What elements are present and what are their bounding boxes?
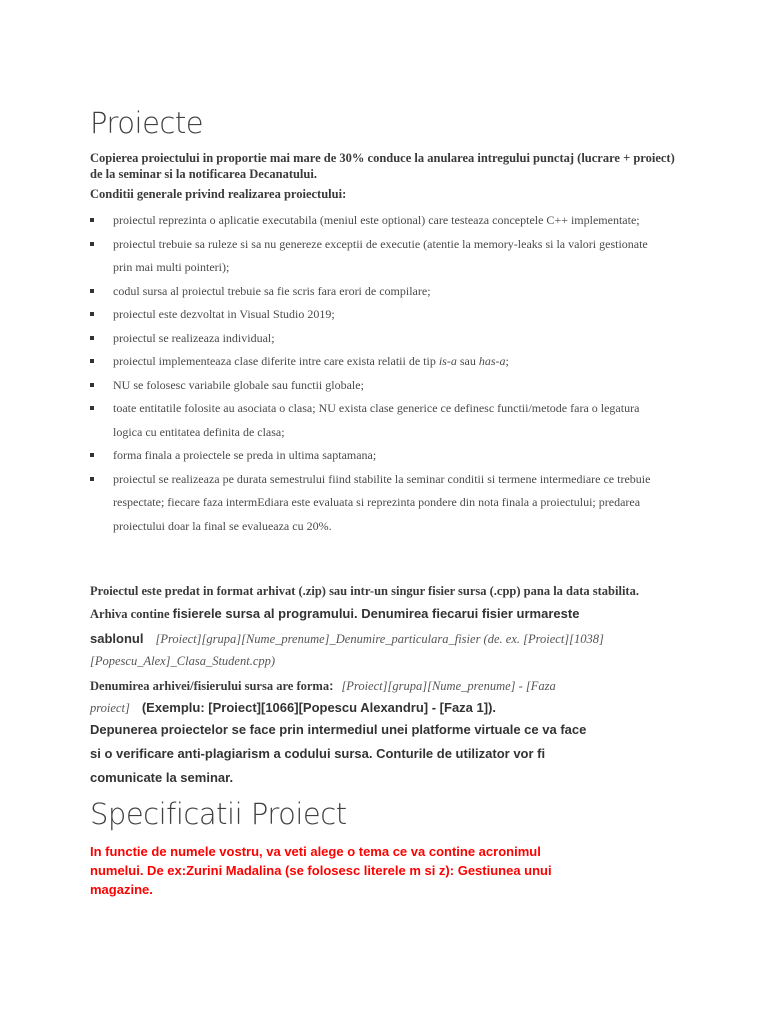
list-item: proiectul reprezinta o aplicatie executabila (meniul este optional) care testeaza conceptele C++ implementate; — [90, 209, 660, 233]
delivery-line-6: proiect] (Exemplu: [Proiect][1066][Popescu Alexandru] - [Faza 1]). — [90, 700, 497, 715]
bullet-icon — [90, 312, 94, 316]
conditions-title: Conditii generale privind realizarea proiectului: — [90, 187, 347, 201]
bullet-icon — [90, 383, 94, 387]
delivery-line-5: Denumirea arhivei/fisierului sursa are forma: [Proiect][grupa][Nume_prenume] - [Faza — [90, 678, 556, 693]
bullet-icon — [90, 218, 94, 222]
section-title-specificatii: Specificatii Proiect — [90, 797, 347, 831]
delivery-line-2: Arhiva contine fisierele sursa al programului. Denumirea fiecarui fisier urmareste — [90, 606, 580, 621]
delivery-line-1: Proiectul este predat in format arhivat (.zip) sau intr-un singur fisier sursa (.cpp) pana la data stabilita. — [90, 584, 639, 598]
bullet-icon — [90, 289, 94, 293]
spec-line-1: In functie de numele vostru, va veti alege o tema ce va contine acronimul — [90, 844, 541, 859]
bullet-icon — [90, 453, 94, 457]
bullet-icon — [90, 359, 94, 363]
intro-paragraph: Copierea proiectului in proportie mai mare de 30% conduce la anularea intregului punctaj (lucrare + proiect) de la seminar si la notificarea Decanatului. — [90, 151, 675, 181]
list-item: proiectul se realizeaza pe durata semestrului fiind stabilite la seminar conditii si termene intermediare ce trebuie respectate; fiecare faza intermEdiara este evaluata si reprezinta pondere din nota finala a proiectului; predarea proiectului doar la final se evalueaza cu 20%. — [90, 468, 660, 539]
list-item: toate entitatile folosite au asociata o clasa; NU exista clase generice ce definesc functii/metode fara o legatura logica cu entitatea definita de clasa; — [90, 397, 660, 444]
spec-line-3: magazine. — [90, 882, 153, 897]
delivery-line-7: Depunerea proiectelor se face prin intermediul unei platforme virtuale ce va face — [90, 722, 587, 737]
delivery-line-3: sablonul [Proiect][grupa][Nume_prenume]_Denumire_particulara_fisier (de. ex. [Proiect][1038] — [90, 631, 604, 646]
bullet-icon — [90, 477, 94, 481]
list-item: proiectul trebuie sa ruleze si sa nu genereze exceptii de executie (atentie la memory-leaks si la valori gestionate prin mai multi pointeri); — [90, 233, 660, 280]
bullet-icon — [90, 406, 94, 410]
delivery-line-9: comunicate la seminar. — [90, 770, 234, 785]
bullet-icon — [90, 242, 94, 246]
bullet-icon — [90, 336, 94, 340]
conditions-list — [90, 209, 660, 538]
list-item: codul sursa al proiectul trebuie sa fie scris fara erori de compilare; — [90, 280, 660, 304]
list-item: proiectul se realizeaza individual; — [90, 327, 660, 351]
list-item: forma finala a proiectele se preda in ultima saptamana; — [90, 444, 660, 468]
delivery-line-4: [Popescu_Alex]_Clasa_Student.cpp) — [90, 654, 276, 668]
list-item: proiectul implementeaza clase diferite intre care exista relatii de tip is-a sau has-a; — [90, 350, 660, 374]
section-title-proiecte: Proiecte — [90, 106, 204, 140]
spec-line-2: numelui. De ex:Zurini Madalina (se folosesc literele m si z): Gestiunea unui — [90, 863, 552, 878]
delivery-line-8: si o verificare anti-plagiarism a codului sursa. Conturile de utilizator vor fi — [90, 746, 546, 761]
list-item: proiectul este dezvoltat in Visual Studio 2019; — [90, 303, 660, 327]
list-item: NU se folosesc variabile globale sau functii globale; — [90, 374, 660, 398]
